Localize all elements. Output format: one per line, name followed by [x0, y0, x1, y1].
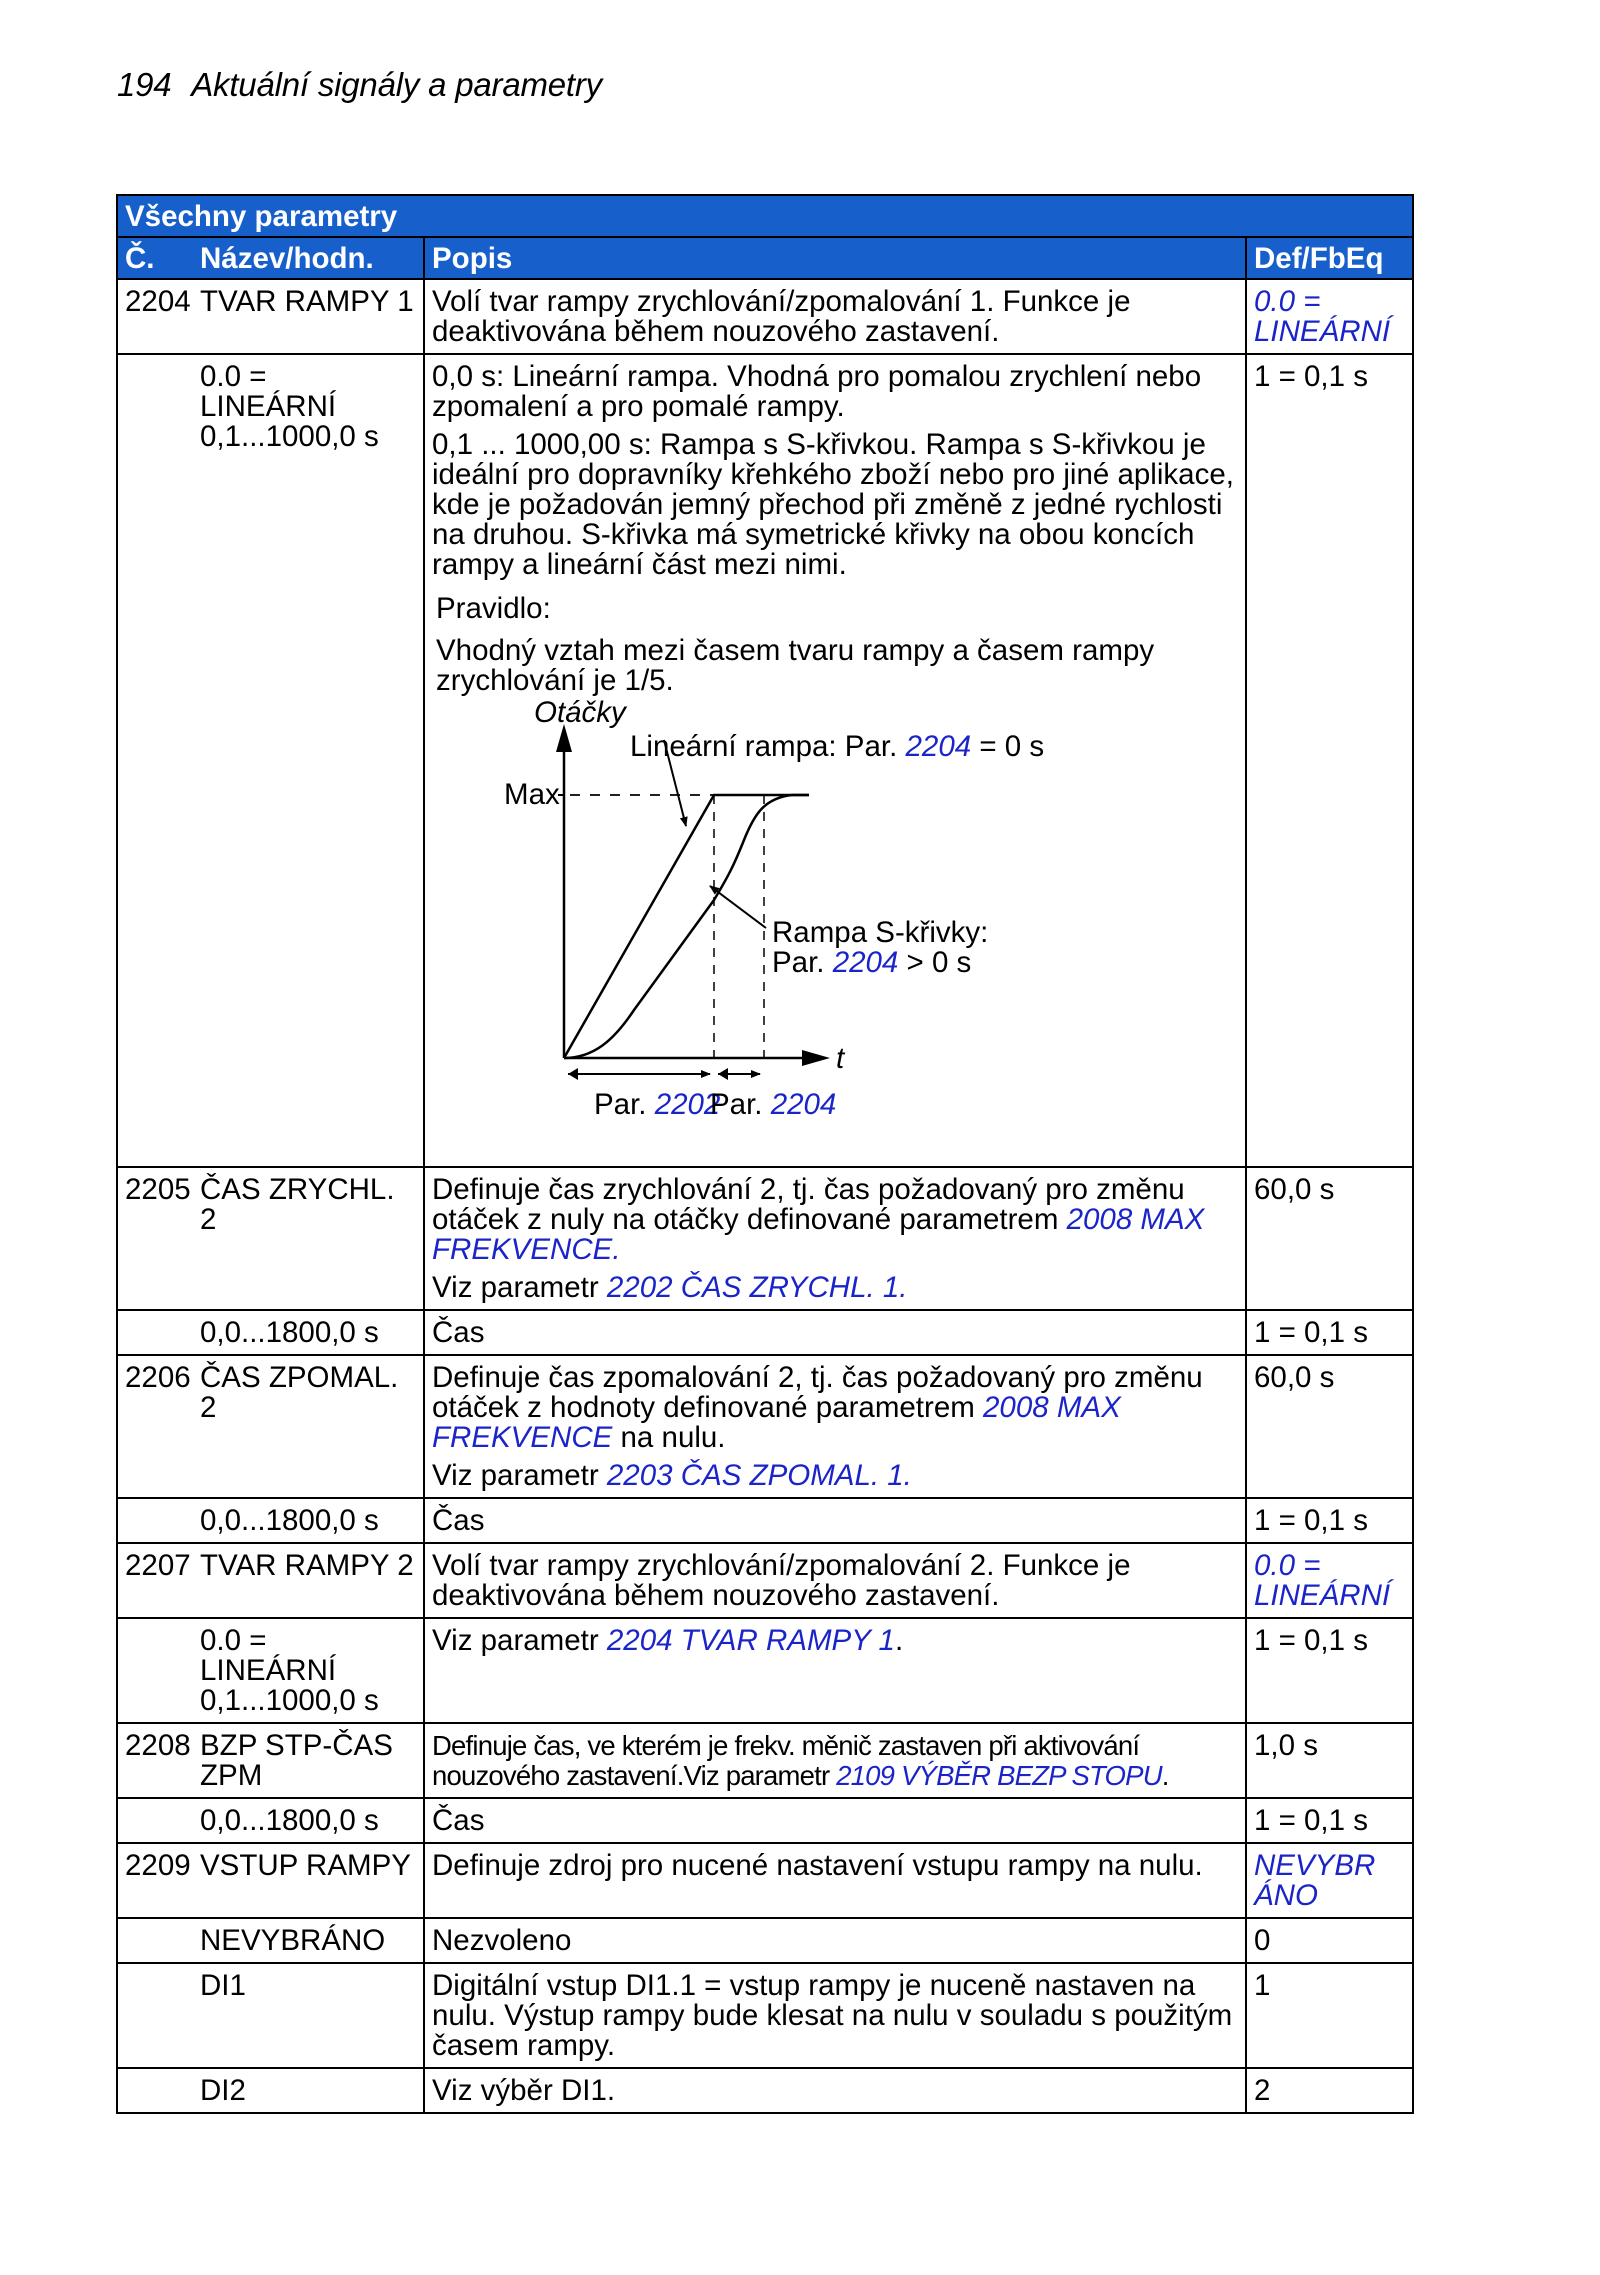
col-name: Název/hodn. — [200, 237, 424, 279]
param-values: DI2 — [200, 2068, 424, 2113]
param-description: Čas — [424, 1498, 1246, 1543]
param-description: Digitální vstup DI1.1 = vstup rampy je nuceně nastaven na nulu. Výstup rampy bude klesat na nulu v souladu s použitým časem rampy. — [424, 1963, 1246, 2068]
param-name: TVAR RAMPY 1 — [200, 279, 424, 354]
param-default: 1,0 s — [1246, 1723, 1413, 1798]
param-default-link[interactable]: NEVYBR ÁNO — [1254, 1849, 1376, 1912]
param-name: VSTUP RAMPY — [200, 1843, 424, 1918]
param-description: Volí tvar rampy zrychlování/zpomalování 1. Funkce je deaktivována během nouzového zastavení. — [424, 279, 1246, 354]
table-row — [117, 354, 1413, 1167]
param-values: 0.0 = LINEÁRNÍ 0,1...1000,0 s — [200, 1618, 424, 1723]
col-number: Č. — [117, 237, 200, 279]
param-number: 2204 — [117, 279, 200, 354]
table-row — [117, 1963, 1413, 2068]
param-description: Volí tvar rampy zrychlování/zpomalování 2. Funkce je deaktivována během nouzového zastavení. — [424, 1543, 1246, 1618]
param-number: 2209 — [117, 1843, 200, 1918]
group-title: Všechny parametry — [117, 195, 1413, 237]
param-values: DI1 — [200, 1963, 424, 2068]
table-row — [117, 1618, 1413, 1723]
table-row — [117, 279, 1413, 354]
page-header — [117, 66, 602, 104]
param-description: Definuje čas zpomalování 2, tj. čas požadovaný pro změnu otáček z hodnoty definované parametrem 2008 MAX FREKVENCE na nulu. Viz parametr 2203 ČAS ZPOMAL. 1. — [424, 1355, 1246, 1498]
param-default: 1 = 0,1 s — [1246, 1310, 1413, 1355]
param-default — [1246, 1543, 1413, 1618]
par-2204-label: Par. 2204 — [710, 1088, 837, 1121]
parameter-table — [116, 194, 1414, 2114]
param-description: Definuje zdroj pro nucené nastavení vstupu rampy na nulu. — [424, 1843, 1246, 1918]
param-default-link[interactable]: 0.0 = LINEÁRNÍ — [1254, 1549, 1391, 1612]
param-description: Viz výběr DI1. — [424, 2068, 1246, 2113]
table-row — [117, 2068, 1413, 2113]
table-row — [117, 1498, 1413, 1543]
param-name: TVAR RAMPY 2 — [200, 1543, 424, 1618]
param-values: 0,0...1800,0 s — [200, 1310, 424, 1355]
param-description: Čas — [424, 1798, 1246, 1843]
param-values: 0.0 = LINEÁRNÍ 0,1...1000,0 s — [200, 354, 424, 1167]
param-description: Nezvoleno — [424, 1918, 1246, 1963]
table-row — [117, 1843, 1413, 1918]
param-name: BZP STP-ČAS ZPM — [200, 1723, 424, 1798]
max-label: Max — [504, 778, 560, 811]
par-2202-label: Par. 2202 — [594, 1088, 721, 1121]
table-row — [117, 1355, 1413, 1498]
table-row — [117, 1723, 1413, 1798]
param-default: 1 = 0,1 s — [1246, 354, 1413, 1167]
param-name: ČAS ZPOMAL. 2 — [200, 1355, 424, 1498]
ramp-diagram — [504, 696, 1174, 1160]
table-row — [117, 1310, 1413, 1355]
param-default: 1 = 0,1 s — [1246, 1798, 1413, 1843]
table-row — [117, 1918, 1413, 1963]
col-default: Def/FbEq — [1246, 237, 1413, 279]
param-number: 2208 — [117, 1723, 200, 1798]
s-curve-pointer-arrow — [710, 886, 766, 928]
param-values: NEVYBRÁNO — [200, 1918, 424, 1963]
x-axis-arrow-icon — [802, 1050, 830, 1066]
param-values: 0,0...1800,0 s — [200, 1498, 424, 1543]
y-axis-label: Otáčky — [534, 696, 626, 729]
param-default: 0 — [1246, 1918, 1413, 1963]
param-default: 1 = 0,1 s — [1246, 1618, 1413, 1723]
param-default: 60,0 s — [1246, 1355, 1413, 1498]
param-default: 1 = 0,1 s — [1246, 1498, 1413, 1543]
header-title: Aktuální signály a parametry — [191, 66, 602, 103]
param-default-link[interactable]: 0.0 = LINEÁRNÍ — [1254, 285, 1391, 348]
param-number: 2207 — [117, 1543, 200, 1618]
table-row — [117, 1167, 1413, 1310]
t-label: t — [836, 1042, 845, 1075]
linear-ramp-label: Lineární rampa: Par. 2204 = 0 s — [630, 730, 1045, 763]
param-number: 2206 — [117, 1355, 200, 1498]
page-number: 194 — [117, 66, 172, 103]
param-default: 1 — [1246, 1963, 1413, 2068]
param-values: 0,0...1800,0 s — [200, 1798, 424, 1843]
table-row — [117, 1798, 1413, 1843]
col-description: Popis — [424, 237, 1246, 279]
param-description: Definuje čas zrychlování 2, tj. čas požadovaný pro změnu otáček z nuly na otáčky definované parametrem 2008 MAX FREKVENCE. Viz parametr 2202 ČAS ZRYCHL. 1. — [424, 1167, 1246, 1310]
param-description: Čas — [424, 1310, 1246, 1355]
param-default — [1246, 1843, 1413, 1918]
param-number: 2205 — [117, 1167, 200, 1310]
param-description: Viz parametr 2204 TVAR RAMPY 1. — [424, 1618, 1246, 1723]
param-description: 0,0 s: Lineární rampa. Vhodná pro pomalou zrychlení nebo zpomalení a pro pomalé rampy. 0,1 ... 1000,00 s: Rampa s S-křivkou. Rampa s S-křivkou je ideální pro dopravníky křehkého zboží nebo pro jiné aplikace, kde je požadován jemný přechod při změně z jedné rychlosti na druhou. S-křivka má symetrické křivky na obou koncích rampy a lineární část mezi nimi. Pravidlo: Vhodný vztah mezi časem tvaru rampy a časem rampy zrychlování je 1/5. Otáčky Max t Lineární rampa: Par. 2204 = 0 s Rampa S-křivky: Par. 2204 > 0 s Par. 2202 Par. 2204 — [424, 354, 1246, 1167]
param-description: Definuje čas, ve kterém je frekv. měnič zastaven při aktivování nouzového zastavení.Viz parametr 2109 VÝBĚR BEZP STOPU. — [424, 1723, 1246, 1798]
table-row — [117, 1543, 1413, 1618]
param-name: ČAS ZRYCHL. 2 — [200, 1167, 424, 1310]
param-default: 2 — [1246, 2068, 1413, 2113]
param-default — [1246, 279, 1413, 354]
param-default: 60,0 s — [1246, 1167, 1413, 1310]
s-curve-label: Rampa S-křivky: Par. 2204 > 0 s — [772, 916, 989, 979]
